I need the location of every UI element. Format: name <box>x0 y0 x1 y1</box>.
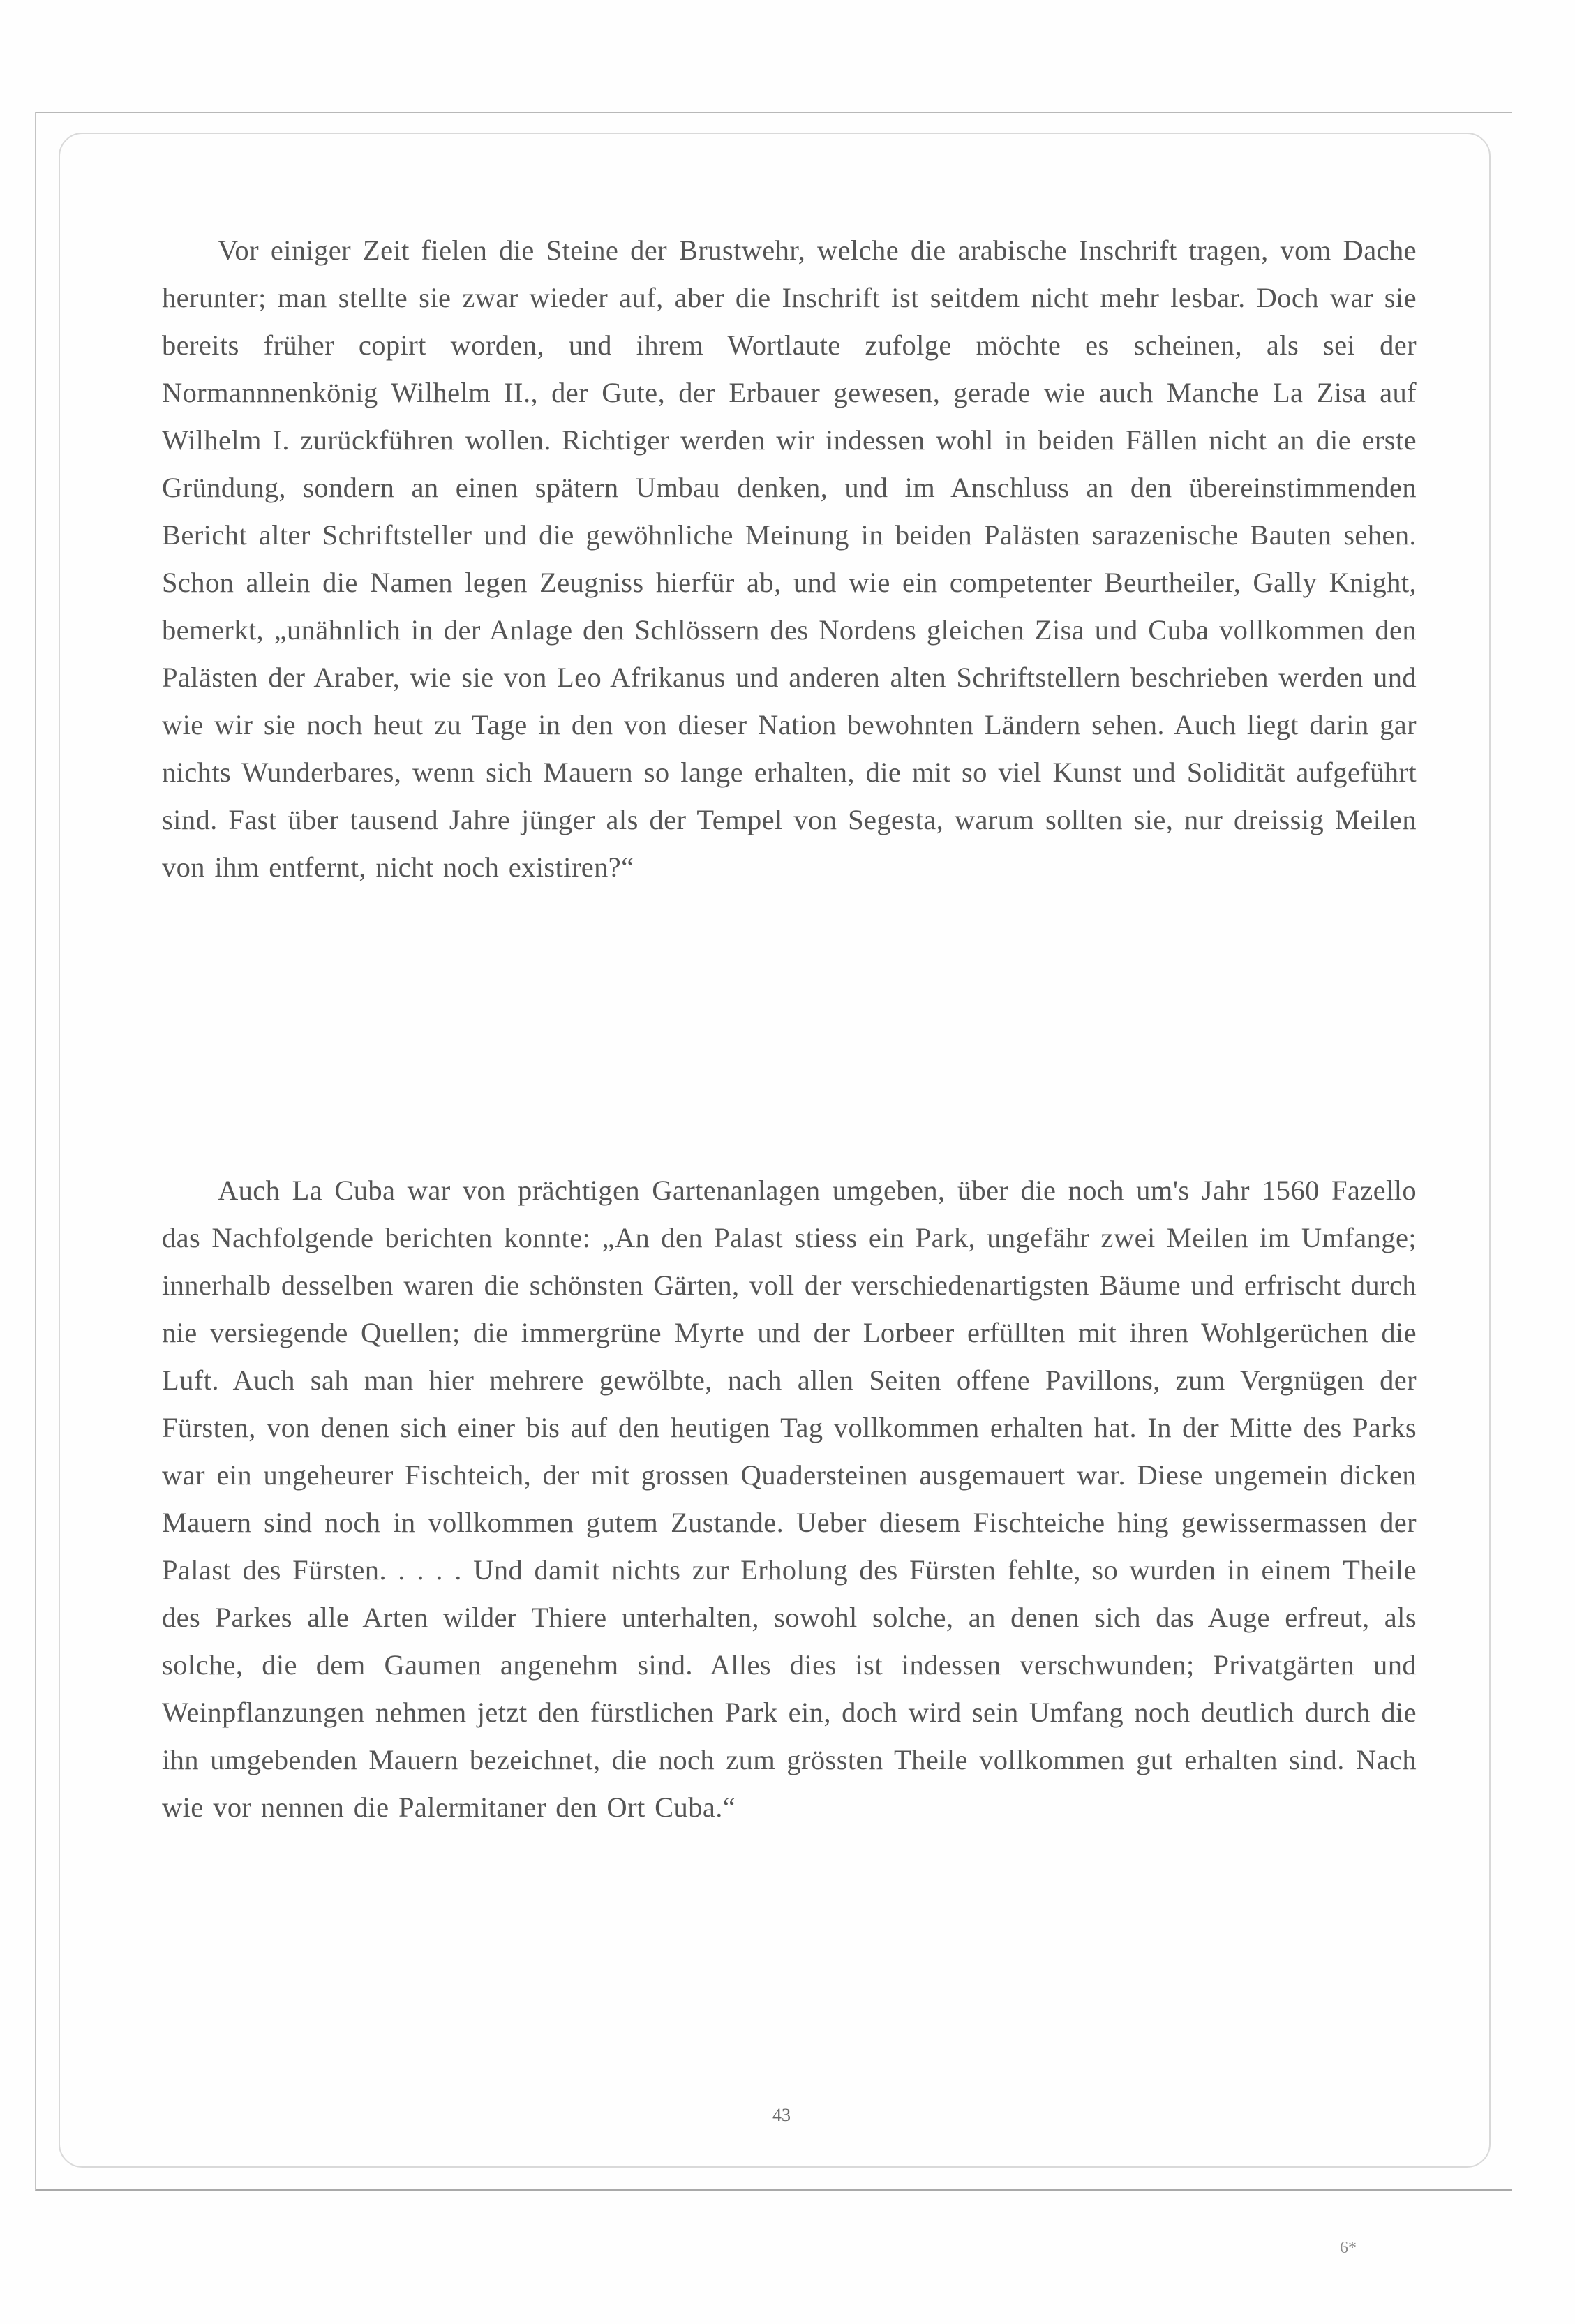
paragraph-text: Auch La Cuba war von prächtigen Gartenanlagen umgeben, über die noch um's Jahr 1560 Fazello das Nachfolgende berichten konnte: „An den Palast stiess ein Park, ungefähr zwei Meilen im Umfange; innerhalb desselben waren die schönsten Gärten, voll der verschiedenartigsten Bäume und erfrischt durch nie versiegende Quellen; die immergrüne Myrte und der Lorbeer erfüllten mit ihren Wohlgerüchen die Luft. Auch sah man hier mehrere gewölbte, nach allen Seiten offene Pavillons, zum Vergnügen der Fürsten, von denen sich einer bis auf den heutigen Tag vollkommen erhalten hat. In der Mitte des Parks war ein ungeheurer Fischteich, der mit grossen Quadersteinen ausgemauert war. Diese ungemein dicken Mauern sind noch in vollkommen gutem Zustande. Ueber diesem Fischteiche hing gewissermassen der Palast des Fürsten. . . . . Und damit nichts zur Erholung des Fürsten fehlte, so wurden in einem Theile des Parkes alle Arten wilder Thiere unterhalten, sowohl solche, an denen sich das Auge erfreut, als solche, die dem Gaumen angenehm sind. Alles dies ist indessen verschwunden; Privatgärten und Weinpflanzungen nehmen jetzt den fürstlichen Park ein, doch wird sein Umfang noch deutlich durch die ihn umgebenden Mauern bezeichnet, die noch zum grössten Theile vollkommen gut erhalten sind. Nach wie vor nennen die Palermitaner den Ort Cuba.“ <box>162 1175 1417 1823</box>
paragraph-text: Vor einiger Zeit fielen die Steine der Brustwehr, welche die arabische Inschrift tragen, vom Dache herunter; man stellte sie zwar wieder auf, aber die Inschrift ist seitdem nicht mehr lesbar. Doch war sie bereits früher copirt worden, und ihrem Wortlaute zufolge möchte es scheinen, als sei der Normannnenkönig Wilhelm II., der Gute, der Erbauer gewesen, gerade wie auch Manche La Zisa auf Wilhelm I. zurückführen wollen. Richtiger werden wir indessen wohl in beiden Fällen nicht an die erste Gründung, sondern an einen spätern Umbau denken, und im Anschluss an den übereinstimmenden Bericht alter Schriftsteller und die gewöhnliche Meinung in beiden Palästen sarazenische Bauten sehen. Schon allein die Namen legen Zeugniss hierfür ab, und wie ein competenter Beurtheiler, Gally Knight, bemerkt, „unähnlich in der Anlage den Schlössern des Nordens gleichen Zisa und Cuba vollkommen den Palästen der Araber, wie sie von Leo Afrikanus und anderen alten Schriftstellern beschrieben werden und wie wir sie noch heut zu Tage in den von dieser Nation bewohnten Ländern sehen. Auch liegt darin gar nichts Wunderbares, wenn sich Mauern so lange erhalten, die mit so viel Kunst und Solidität aufgeführt sind. Fast über tausend Jahre jünger als der Tempel von Segesta, warum sollten sie, nur dreissig Meilen von ihm entfernt, nicht noch existiren?“ <box>162 234 1417 883</box>
page-number: 43 <box>772 2105 791 2125</box>
signature-mark: 6* <box>1340 2239 1357 2257</box>
body-paragraph-2 <box>162 1167 1417 1831</box>
body-paragraph-1 <box>162 227 1417 891</box>
